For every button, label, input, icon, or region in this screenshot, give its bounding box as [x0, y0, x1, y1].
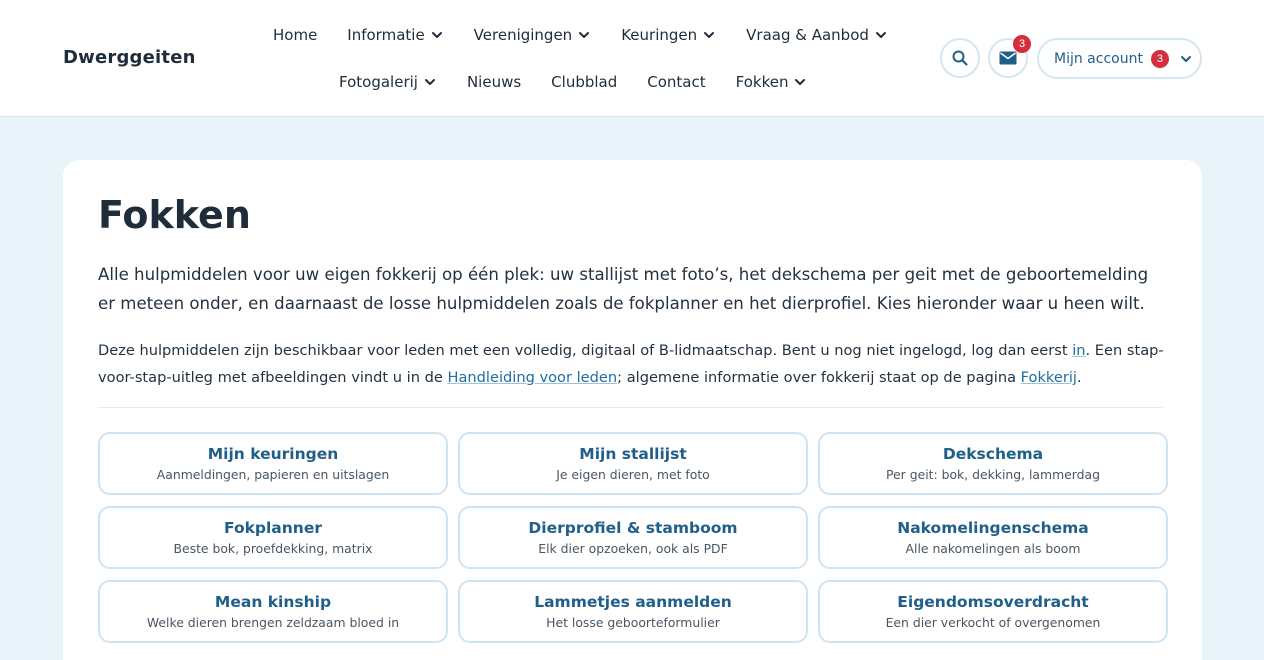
manual-link[interactable]: Handleiding voor leden [447, 369, 618, 386]
content-card [63, 160, 1202, 660]
messages-button[interactable] [988, 38, 1028, 78]
tile-fokplanner[interactable] [98, 506, 448, 569]
tile-title: Mijn stallijst [579, 444, 687, 463]
nav-item-informatie[interactable] [347, 26, 443, 44]
tile-mijn-stallijst[interactable] [458, 432, 808, 495]
account-badge: 3 [1151, 50, 1169, 68]
intro-text: Alle hulpmiddelen voor uw eigen fokkerij op één plek: uw stallijst met foto’s, het dekschema per geit met de geboortemelding er meteen onder, en daarnaast de losse hulpmiddelen zoals de fokplanner en het dierprofiel. Kies hieronder waar u heen wilt. [98, 265, 1149, 313]
chevron-down-icon [577, 28, 591, 42]
nav-item-verenigingen[interactable] [474, 26, 592, 44]
nav-item-label: Keuringen [621, 26, 698, 44]
nav-item-label: Fokken [735, 73, 789, 91]
account-menu-button[interactable] [1037, 38, 1202, 79]
info-text-part: Deze hulpmiddelen zijn beschikbaar voor leden met een volledig, digitaal of B-lidmaatschap. Bent u nog niet ingelogd, log dan eerst [98, 342, 1073, 359]
nav-item-label: Home [273, 26, 318, 44]
nav-item-label: Vraag & Aanbod [746, 26, 869, 44]
tile-dierprofiel-stamboom[interactable] [458, 506, 808, 569]
search-icon [951, 49, 969, 67]
nav-item-label: Contact [647, 73, 706, 91]
nav-item-keuringen[interactable] [621, 26, 716, 44]
tile-title: Eigendomsoverdracht [897, 592, 1089, 611]
chevron-down-icon [423, 75, 437, 89]
divider [98, 407, 1163, 408]
nav-item-fokken[interactable] [736, 73, 808, 91]
tile-title: Nakomelingenschema [897, 518, 1089, 537]
nav-item-label: Fotogalerij [339, 73, 418, 91]
tile-title: Mijn keuringen [207, 444, 339, 463]
nav-item-clubblad[interactable] [551, 73, 617, 91]
nav-item-fotogalerij[interactable] [339, 73, 437, 91]
info-text [98, 337, 1168, 391]
nav-item-label: Informatie [347, 26, 425, 44]
tile-dekschema[interactable] [818, 432, 1168, 495]
tile-title: Dierprofiel & stamboom [528, 518, 738, 537]
page-title: Fokken [98, 193, 251, 237]
chevron-down-icon [874, 28, 888, 42]
tile-subtitle: Welke dieren brengen zeldzaam bloed in [146, 614, 400, 630]
tile-eigendomsoverdracht[interactable] [818, 580, 1168, 643]
site-header [0, 0, 1264, 117]
info-text-part: . Een stap-voor-stap-uitleg met afbeeldingen vindt u in de [98, 342, 1164, 386]
nav-item-label: Verenigingen [473, 26, 573, 44]
tile-title: Fokplanner [223, 518, 322, 537]
chevron-down-icon [793, 75, 807, 89]
nav-item-label: Clubblad [551, 73, 618, 91]
tile-subtitle: Per geit: bok, dekking, lammerdag [886, 466, 1100, 482]
tile-mijn-keuringen[interactable] [98, 432, 448, 495]
info-text-part: . [1076, 369, 1082, 386]
nav-item-nieuws[interactable] [467, 73, 521, 91]
tile-title: Mean kinship [214, 592, 332, 611]
site-logo[interactable]: Dwerggeiten [63, 47, 196, 68]
nav-item-contact[interactable] [647, 73, 705, 91]
login-link[interactable]: in [1072, 342, 1086, 359]
main-nav-row-2 [339, 73, 807, 91]
chevron-down-icon [702, 28, 716, 42]
tile-subtitle: Alle nakomelingen als boom [905, 540, 1081, 556]
main-nav-row-1 [273, 26, 888, 44]
tile-subtitle: Een dier verkocht of overgenomen [885, 614, 1101, 630]
tile-subtitle: Aanmeldingen, papieren en uitslagen [156, 466, 390, 482]
tile-subtitle: Elk dier opzoeken, ook als PDF [538, 540, 728, 556]
tile-subtitle: Het losse geboorteformulier [546, 614, 720, 630]
chevron-down-icon [1179, 52, 1193, 66]
chevron-down-icon [430, 28, 444, 42]
nav-item-label: Nieuws [466, 73, 522, 91]
tile-nakomelingenschema[interactable] [818, 506, 1168, 569]
tile-subtitle: Beste bok, proefdekking, matrix [173, 540, 373, 556]
info-text-part: ; algemene informatie over fokkerij staat op de pagina [617, 369, 1021, 386]
breeding-link[interactable]: Fokkerij [1020, 369, 1077, 386]
nav-item-home[interactable] [273, 26, 317, 44]
tile-mean-kinship[interactable] [98, 580, 448, 643]
account-label: Mijn account [1054, 50, 1143, 67]
tile-title: Lammetjes aanmelden [534, 592, 732, 611]
mail-icon [999, 51, 1017, 65]
search-button[interactable] [940, 38, 980, 78]
tile-subtitle: Je eigen dieren, met foto [556, 466, 710, 482]
mail-badge: 3 [1013, 35, 1031, 53]
tile-lammetjes-aanmelden[interactable] [458, 580, 808, 643]
nav-item-vraag-aanbod[interactable] [746, 26, 888, 44]
tool-tiles-grid [98, 432, 1168, 643]
tile-title: Dekschema [942, 444, 1044, 463]
